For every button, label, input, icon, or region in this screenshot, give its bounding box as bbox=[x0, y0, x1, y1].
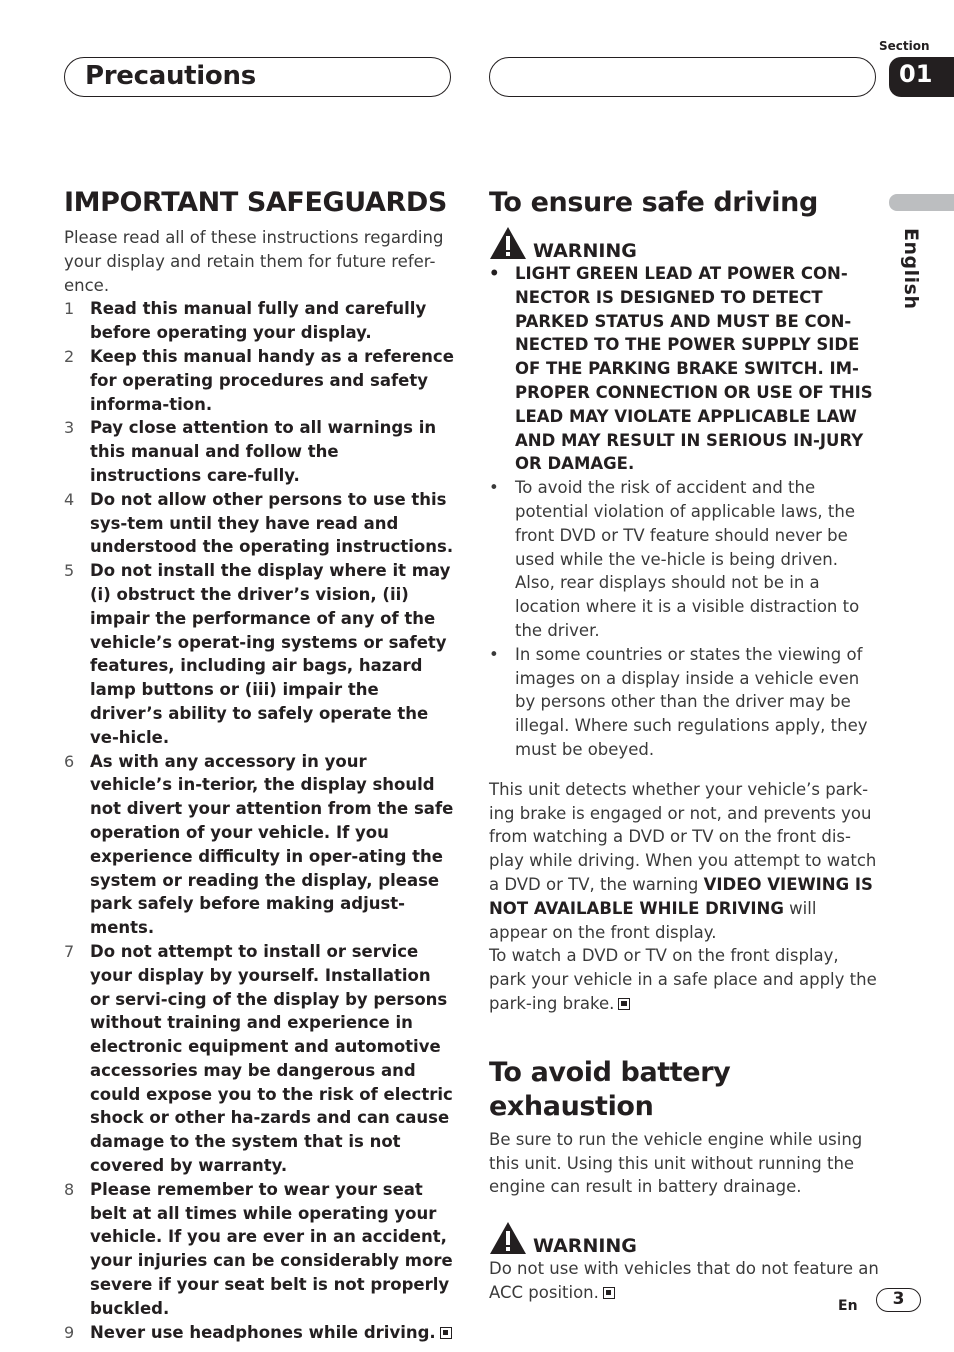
item-number: 4 bbox=[64, 489, 75, 509]
item-text: Do not allow other persons to use this sys-tem until they have read and understood the operating instructions. bbox=[90, 489, 454, 557]
bullet-icon: • bbox=[489, 644, 499, 664]
page-number: 3 bbox=[876, 1288, 921, 1312]
item-text: Do not install the display where it may (i) obstruct the driver’s vision, (ii) impair the performance of any of the vehicle’s operat-ing systems or safety features, including air bags, hazard lamp buttons or (iii) impair the driver’s ability to safely operate the ve-hicle. bbox=[90, 561, 451, 747]
safe-driving-heading: To ensure safe driving bbox=[489, 187, 818, 218]
list-item bbox=[64, 940, 454, 1178]
item-number: 9 bbox=[64, 1322, 75, 1342]
warning-text: Do not use with vehicles that do not feature an ACC position. bbox=[489, 1259, 879, 1302]
footer-language: En bbox=[838, 1298, 858, 1314]
list-item bbox=[489, 643, 879, 762]
item-number: 8 bbox=[64, 1179, 75, 1199]
list-item bbox=[64, 559, 454, 749]
parking-brake-paragraph bbox=[489, 778, 879, 945]
list-item bbox=[64, 750, 454, 940]
list-item bbox=[489, 262, 879, 476]
bullet-icon: • bbox=[489, 478, 499, 498]
park-instructions-paragraph bbox=[489, 944, 879, 1015]
end-mark-icon bbox=[618, 998, 630, 1010]
item-number: 1 bbox=[64, 299, 75, 319]
list-item bbox=[64, 1178, 454, 1321]
safeguards-column bbox=[64, 186, 454, 1344]
item-text: Keep this manual handy as a reference for operating procedures and safety informa-tion. bbox=[90, 346, 454, 414]
item-number: 7 bbox=[64, 941, 75, 961]
safeguards-heading: IMPORTANT SAFEGUARDS bbox=[64, 187, 447, 218]
bullet-icon: • bbox=[489, 264, 500, 283]
safeguards-list bbox=[64, 297, 454, 1344]
header-empty-box bbox=[489, 57, 876, 97]
warning-bullet-list bbox=[489, 262, 879, 762]
warning-label: WARNING bbox=[533, 240, 637, 262]
item-text: Read this manual fully and carefully before operating your display. bbox=[90, 299, 427, 343]
battery-paragraph: Be sure to run the vehicle engine while using this unit. Using this unit without running the engine can result in battery drainage. bbox=[489, 1129, 863, 1197]
warning-header bbox=[489, 224, 879, 260]
warning-bold-text: LIGHT GREEN LEAD AT POWER CON-NECTOR IS DESIGNED TO DETECT PARKED STATUS AND MUST BE CON-NECTED TO THE POWER SUPPLY SIDE OF THE PARKING BRAKE SWITCH. IM-PROPER CONNECTION OR USE OF THIS LEAD MAY VIOLATE APPLICABLE LAW AND MAY RESULT IN SERIOUS IN-JURY OR DAMAGE. bbox=[515, 264, 873, 474]
section-number-tab bbox=[889, 57, 954, 97]
item-text: Pay close attention to all warnings in this manual and follow the instructions care-fully. bbox=[90, 418, 437, 485]
list-item bbox=[489, 476, 879, 643]
item-number: 5 bbox=[64, 561, 75, 581]
warning-label: WARNING bbox=[533, 1235, 637, 1258]
header-title-box bbox=[64, 57, 451, 97]
paragraph-text: To watch a DVD or TV on the front display, park your vehicle in a safe place and apply the park-ing brake. bbox=[489, 946, 877, 1013]
warning-triangle-icon bbox=[489, 1221, 527, 1255]
list-item bbox=[64, 1321, 454, 1345]
on-screen-warning-text: VIDEO VIEWING IS NOT AVAILABLE WHILE DRIVING bbox=[489, 874, 873, 918]
battery-heading: To avoid battery exhaustion bbox=[489, 1056, 731, 1122]
list-item bbox=[64, 416, 454, 487]
item-text: Do not attempt to install or service your display by yourself. Installation or servi-cing of the display by persons without training and experience in electronic equipment and automotive accessories may be dangerous and could expose you to the risk of electric shock or other ha-zards and can cause damage to the system that is not covered by warranty. bbox=[90, 941, 453, 1176]
language-tab-bar bbox=[889, 194, 954, 211]
language-label: English bbox=[900, 228, 922, 310]
item-number: 3 bbox=[64, 418, 75, 438]
item-text: As with any accessory in your vehicle’s in-terior, the display should not divert your attention from the safe operation of your vehicle. If you experience difficulty in oper-ating the system or reading the display, please park safely before making adjust-ments. bbox=[90, 751, 454, 938]
warning-triangle-icon bbox=[489, 226, 527, 260]
list-item bbox=[64, 488, 454, 559]
item-number: 6 bbox=[64, 751, 75, 771]
end-mark-icon bbox=[603, 1287, 615, 1299]
warning-header bbox=[489, 1219, 879, 1258]
bullet-text: To avoid the risk of accident and the potential violation of applicable laws, the front DVD or TV feature should never be used while the ve-hicle is being driven. Also, rear displays should not be in a location where it is a visible distraction to the driver. bbox=[515, 478, 860, 640]
battery-warning-paragraph bbox=[489, 1257, 879, 1305]
bullet-text: In some countries or states the viewing of images on a display inside a vehicle even by persons other than the driver may be illegal. Where such regulations apply, they must be obeyed. bbox=[515, 644, 868, 759]
section-number: 01 bbox=[899, 60, 933, 88]
page-title: Precautions bbox=[85, 61, 256, 91]
item-text: Never use headphones while driving. bbox=[90, 1322, 436, 1342]
paragraph-text: will appear on the front display. bbox=[489, 898, 817, 942]
list-item bbox=[64, 297, 454, 345]
item-number: 2 bbox=[64, 346, 75, 366]
section-label: Section bbox=[879, 39, 930, 53]
safe-driving-column bbox=[489, 186, 879, 1305]
paragraph-text: This unit detects whether your vehicle’s park-ing brake is engaged or not, and prevents you from watching a DVD or TV on the front dis-play while driving. When you attempt to watch a DVD or TV, the warning bbox=[489, 779, 877, 894]
list-item bbox=[64, 345, 454, 416]
item-text: Please remember to wear your seat belt at all times while operating your vehicle. If you are ever in an accident, your injuries can be considerably more severe if your seat belt is not properly buckled. bbox=[90, 1179, 453, 1318]
end-mark-icon bbox=[440, 1327, 452, 1339]
safeguards-intro: Please read all of these instructions regarding your display and retain them for future refer-ence. bbox=[64, 228, 444, 295]
